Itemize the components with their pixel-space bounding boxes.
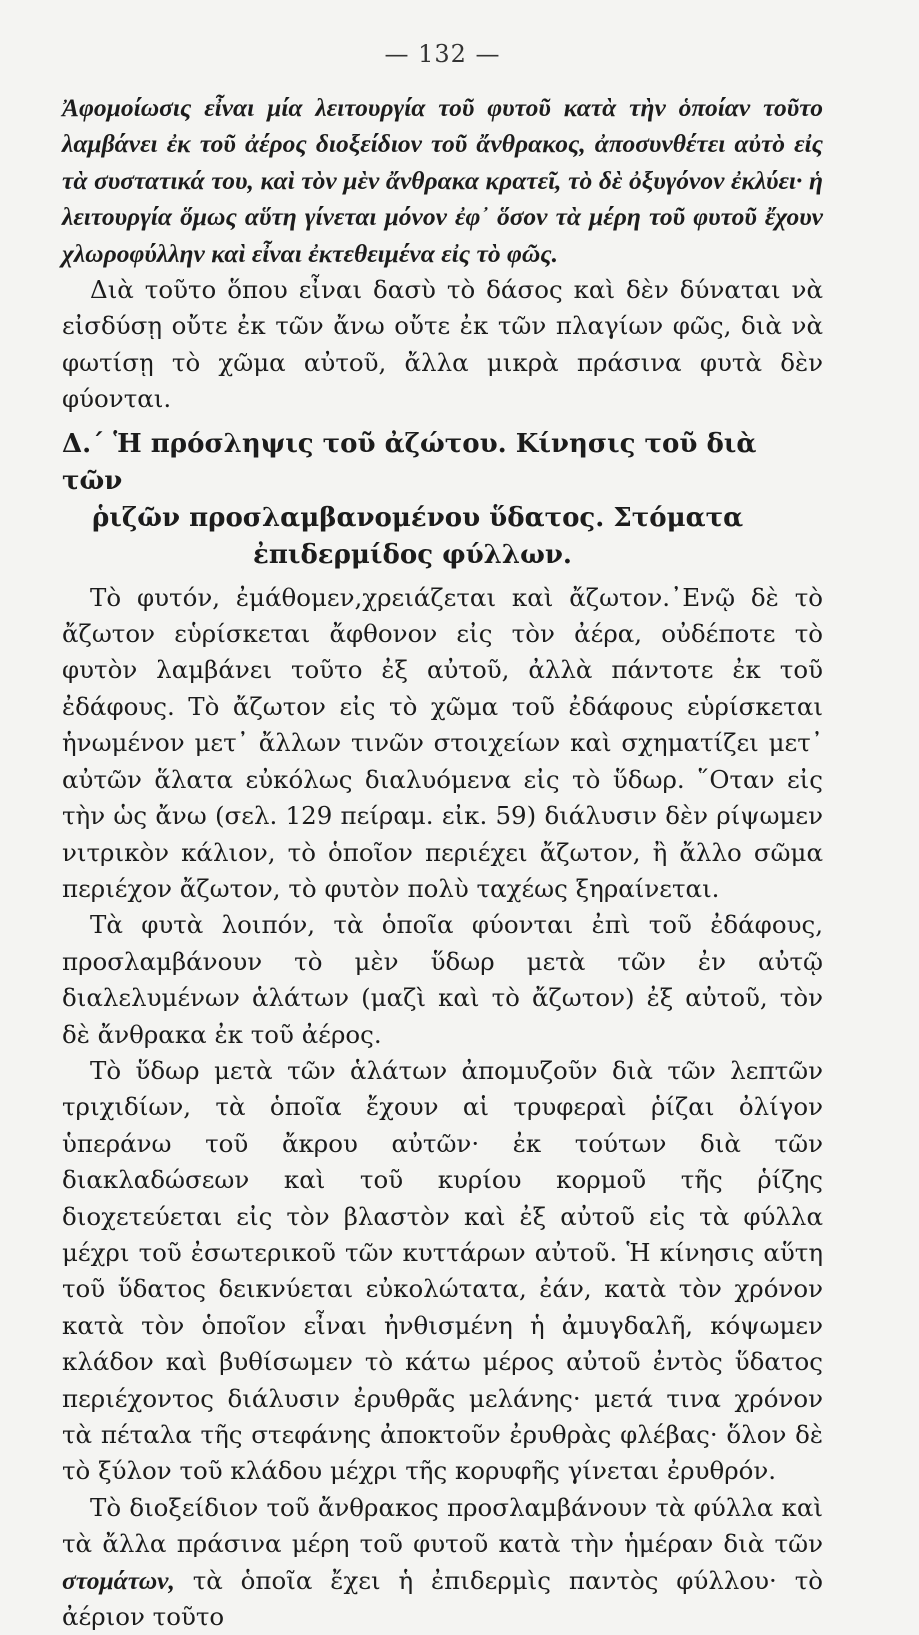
paragraph-assimilation: Ἀφομοίωσις εἶναι μία λειτουργία τοῦ φυτοῦ κατὰ τὴν ὁποίαν τοῦτο λαμβάνει ἐκ τοῦ ἀέρος διοξείδιον τοῦ ἄνθρακος, ἀποσυνθέτει αὐτὸ εἰς τὰ συστατικά του, καὶ τὸν μὲν ἄνθρακα κρατεῖ, τὸ δὲ ὀξυγόνον ἐκλύει· ἡ λειτουργία ὅμως αὕτη γίνεται μόνον ἐφ᾽ ὅσον τὰ μέρη τοῦ φυτοῦ ἔχουν χλωροφύλλην καὶ εἶναι ἐκτεθειμένα εἰς τὸ φῶς. bbox=[62, 93, 823, 268]
section-heading-line2: ῥιζῶν προσλαμβανομένου ὕδατος. Στόματα bbox=[92, 502, 744, 533]
page-number: — 132 — bbox=[384, 40, 501, 68]
paragraph-plants-soil: Τὰ φυτὰ λοιπόν, τὰ ὁποῖα φύονται ἐπὶ τοῦ ἐδάφους, προσλαμβάνουν τὸ μὲν ὕδωρ μετὰ τῶν ἐν αὐτῷ διαλελυμένων ἁλάτων (μαζὶ καὶ τὸ ἄζωτον) ἐξ αὐτοῦ, τὸν δὲ ἄνθρακα ἐκ τοῦ ἀέρος. bbox=[62, 910, 823, 1049]
section-heading-line3: ἐπιδερμίδος φύλλων. bbox=[253, 539, 572, 570]
paragraph-stomata-end: τὰ ὁποῖα ἔχει ἡ ἐπιδερμὶς παντὸς φύλλου· τὸ ἀέριον τοῦτο bbox=[62, 1565, 823, 1632]
stomata-term: στομάτων, bbox=[62, 1565, 175, 1595]
section-heading-line1: Δ.´ Ἡ πρόσληψις τοῦ ἀζώτου. Κίνησις τοῦ διὰ τῶν bbox=[62, 428, 757, 496]
section-heading bbox=[62, 426, 823, 574]
paragraph-stomata-start: Τὸ διοξείδιον τοῦ ἄνθρακος προσλαμβάνουν τὰ φύλλα καὶ τὰ ἄλλα πράσινα μέρη τοῦ φυτοῦ κατὰ τὴν ἡμέραν διὰ τῶν bbox=[62, 1492, 823, 1559]
paragraph-stomata bbox=[62, 1490, 823, 1635]
paragraph-nitrogen: Τὸ φυτόν, ἐμάθομεν,χρειάζεται καὶ ἄζωτον.᾿Ενῷ δὲ τὸ ἄζωτον εὑρίσκεται ἄφθονον εἰς τὸν ἀέρα, οὐδέποτε τὸ φυτὸν λαμβάνει τοῦτο ἐξ αὐτοῦ, ἀλλὰ πάντοτε ἐκ τοῦ ἐδάφους. Τὸ ἄζωτον εἰς τὸ χῶμα τοῦ ἐδάφους εὑρίσκεται ἡνωμένον μετ᾽ ἄλλων τινῶν στοιχείων καὶ σχηματίζει μετ᾽ αὐτῶν ἅλατα εὐκόλως διαλυόμενα εἰς τὸ ὕδωρ. ῞Οταν εἰς τὴν ὡς ἄνω (σελ. 129 πείραμ. εἰκ. 59) διάλυσιν δὲν ρίψωμεν νιτρικὸν κάλιον, τὸ ὁποῖον περιέχει ἄζωτον, ἢ ἄλλο σῶμα περιέχον ἄζωτον, τὸ φυτὸν πολὺ ταχέως ξηραίνεται. bbox=[62, 582, 823, 903]
paragraph-water-movement: Τὸ ὕδωρ μετὰ τῶν ἁλάτων ἀπομυζοῦν διὰ τῶν λεπτῶν τριχιδίων, τὰ ὁποῖα ἔχουν αἱ τρυφεραὶ ῥίζαι ὀλίγον ὑπεράνω τοῦ ἄκρου αὐτῶν· ἐκ τούτων διὰ τῶν διακλαδώσεων καὶ τοῦ κυρίου κορμοῦ τῆς ῥίζης διοχετεύεται εἰς τὸν βλαστὸν καὶ ἐξ αὐτοῦ εἰς τὰ φύλλα μέχρι τοῦ ἐσωτερικοῦ τῶν κυττάρων αὐτοῦ. Ἡ κίνησις αὕτη τοῦ ὕδατος δεικνύεται εὐκολώτατα, ἐάν, κατὰ τὸν χρόνον κατὰ τὸν ὁποῖον εἶναι ἠνθισμένη ἡ ἀμυγδαλῆ, κόψωμεν κλάδον καὶ βυθίσωμεν τὸ κάτω μέρος αὐτοῦ ἐντὸς ὕδατος περιέχοντος διάλυσιν ἐρυθρᾶς μελάνης· μετά τινα χρόνον τὰ πέταλα τῆς στεφάνης ἀποκτοῦν ἐρυθρὰς φλέβας· ὅλον δὲ τὸ ξύλον τοῦ κλάδου μέχρι τῆς κορυφῆς γίνεται ἐρυθρόν. bbox=[62, 1055, 823, 1486]
paragraph-forest: Διὰ τοῦτο ὅπου εἶναι δασὺ τὸ δάσος καὶ δὲν δύναται νὰ εἰσδύσῃ οὔτε ἐκ τῶν ἄνω οὔτε ἐκ τῶν πλαγίων φῶς, διὰ νὰ φωτίσῃ τὸ χῶμα αὐτοῦ, ἄλλα μικρὰ πράσινα φυτὰ δὲν φύονται. bbox=[62, 275, 823, 414]
